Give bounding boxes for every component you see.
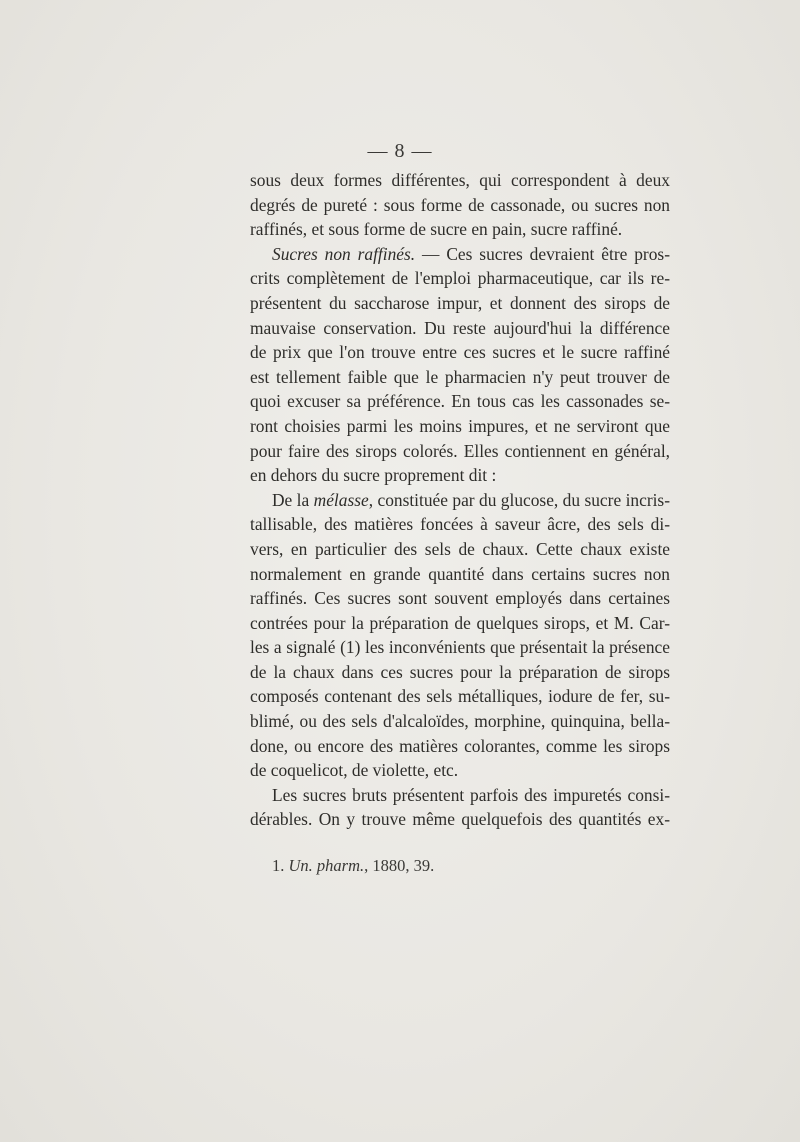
page-number: — 8 — — [367, 140, 433, 162]
text-line — [250, 463, 670, 488]
text-line — [250, 734, 670, 759]
text-line-content: Les sucres bruts présentent parfois des impuretés consi- — [272, 784, 670, 805]
text-line — [250, 340, 670, 365]
text-line — [250, 389, 670, 414]
text-line — [250, 709, 670, 734]
text-line — [250, 611, 670, 636]
text-line-content: mauvaise conservation. Du reste aujourd'hui la différence — [250, 317, 670, 338]
text-line — [250, 316, 670, 341]
italic-term: Sucres non raffinés. — [272, 243, 416, 264]
text-line — [250, 291, 670, 316]
italic-term: mélasse — [313, 489, 369, 510]
text-line-content: normalement en grande quantité dans certains sucres non — [250, 563, 670, 584]
text-line — [250, 512, 670, 537]
text-line — [250, 758, 670, 783]
text-line-content: présentent du saccharose impur, et donnent des sirops de — [250, 292, 670, 313]
footnote-number: 1. — [272, 856, 285, 875]
text-line — [250, 242, 670, 267]
text-line — [250, 414, 670, 439]
text-line — [250, 537, 670, 562]
text-line-content: done, ou encore des matières colorantes, comme les sirops — [250, 735, 670, 756]
text-line-content: contrées pour la préparation de quelques sirops, et M. Car- — [250, 612, 670, 633]
text-line — [250, 266, 670, 291]
text-line-content: les a signalé (1) les inconvénients que présentait la présence — [250, 637, 670, 658]
text-line-content: quoi excuser sa préférence. En tous cas les cassonades se- — [250, 391, 670, 412]
text-line-content: blimé, ou des sels d'alcaloïdes, morphine, quinquina, bella- — [250, 711, 670, 732]
text-line-content: de la chaux dans ces sucres pour la préparation de sirops — [250, 661, 670, 682]
text-line-content: — Ces sucres devraient être pros- — [415, 243, 670, 264]
text-line-content: raffinés. Ces sucres sont souvent employés dans certaines — [250, 588, 670, 609]
footnote — [272, 856, 434, 876]
text-line-content: , constituée par du glucose, du sucre incris- — [368, 489, 670, 510]
text-line-content: degrés de pureté : sous forme de cassonade, ou sucres non — [250, 194, 670, 215]
text-line-content: est tellement faible que le pharmacien n'y peut trouver de — [250, 366, 670, 387]
text-line-content: vers, en particulier des sels de chaux. Cette chaux existe — [250, 538, 670, 559]
text-line — [250, 488, 670, 513]
text-line — [250, 562, 670, 587]
text-line — [250, 586, 670, 611]
text-line-content: sous deux formes différentes, qui correspondent à deux — [250, 170, 670, 190]
text-line — [250, 635, 670, 660]
text-line — [250, 807, 670, 832]
text-line — [250, 193, 670, 218]
text-line-content: dérables. On y trouve même quelquefois des quantités ex- — [250, 809, 670, 830]
text-line — [250, 439, 670, 464]
text-line — [250, 783, 670, 808]
text-line-content: tallisable, des matières foncées à saveur âcre, des sels di- — [250, 514, 670, 535]
text-line-content: composés contenant des sels métalliques, iodure de fer, su- — [250, 686, 670, 707]
text-line-content: en dehors du sucre proprement dit : — [250, 465, 497, 486]
text-line-prefix: De la — [272, 489, 314, 510]
text-line-content: raffinés, et sous forme de sucre en pain, sucre raffiné. — [250, 219, 623, 240]
text-line-content: pour faire des sirops colorés. Elles contiennent en général, — [250, 440, 670, 461]
text-line — [250, 168, 670, 193]
text-line-content: de prix que l'on trouve entre ces sucres et le sucre raffiné — [250, 342, 670, 363]
text-line — [250, 660, 670, 685]
text-line-content: ront choisies parmi les moins impures, et ne serviront que — [250, 415, 670, 436]
text-line — [250, 217, 670, 242]
text-line-content: de coquelicot, de violette, etc. — [250, 760, 459, 781]
footnote-source: Un. pharm. — [288, 856, 365, 875]
body-text — [250, 168, 670, 832]
text-line — [250, 684, 670, 709]
text-line — [250, 365, 670, 390]
footnote-reference: , 1880, 39. — [364, 856, 435, 875]
text-line-content: crits complètement de l'emploi pharmaceutique, car ils re- — [250, 268, 670, 289]
